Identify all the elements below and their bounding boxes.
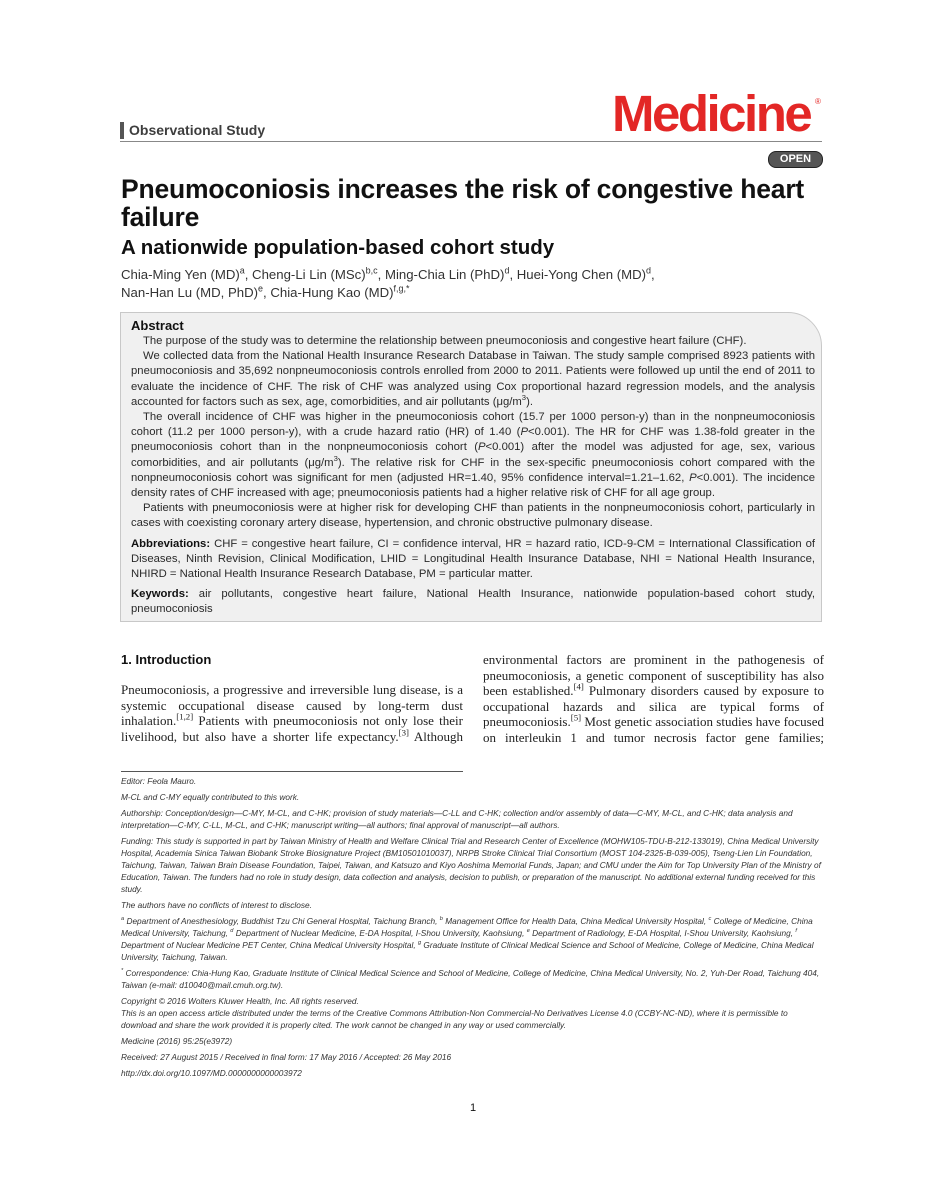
abstract-abbreviations (131, 537, 815, 583)
keywords-label: Keywords: (131, 588, 189, 601)
footnote-rule (121, 771, 463, 772)
footnote-authorship: Authorship: Conception/design—C-MY, M-CL, and C-HK; provision of study materials—C-LL and C-HK; collection and/or assembly of data—C-MY, M-CL, and C-HK; data analysis and interpretation—C-MY, C-LL, M-CL, and C-HK; manuscript writing—all authors; final approval of manuscript—all authors. (121, 808, 793, 830)
abstract-methods: We collected data from the National Health Insurance Research Database in Taiwan. The study sample comprised 8923 patients with pneumoconiosis and 35,692 nonpneumoconiosis controls enrolled from 2000 to 2011. Patients were followed up until the end of 2011 to evaluate the incidence of CHF. The risk of CHF was analyzed using Cox proportional hazard regression models, and the analysis accounted for factors such as sex, age, comorbidities, and air pollutants $(\mu g/m^3)$. (131, 350, 815, 408)
footnote-citation: Medicine (2016) 95:25(e3972) (121, 1036, 233, 1046)
footnote-copyright: Copyright © 2016 Wolters Kluwer Health, Inc. All rights reserved. (121, 996, 359, 1006)
footnote-conflicts: The authors have no conflicts of interest to disclose. (121, 900, 312, 910)
page-number: 1 (470, 1102, 477, 1114)
intro-right-column: environmental factors are prominent in the pathogenesis of pneumoconiosis, a genetic component of susceptibility has also been established.[4] Pulmonary disorders caused by exposure to occupational hazards and silica are typical forms of pneumoconiosis.[5] Most genetic association studies have focused on interleukin 1 and tumor necrosis factor gene families; (483, 652, 824, 745)
footnote-editor: Editor: Feola Mauro. (121, 776, 197, 786)
abbreviations-text: CHF = congestive heart failure, CI = confidence interval, HR = hazard ratio, ICD-9-CM = International Classification of Diseases, Ninth Revision, Clinical Modification, LHID = Longitudinal Health Insurance Database, NHI = National Health Insurance, NHIRD = National Health Insurance Research Database, PM = particular matter. (131, 537, 816, 581)
footnote-dates: Received: 27 August 2015 / Received in final form: 17 May 2016 / Accepted: 26 May 2016 (121, 1052, 452, 1062)
footnotes (121, 775, 823, 1083)
abstract-keywords (131, 587, 815, 617)
abstract-heading: Abstract (131, 318, 184, 333)
footnote-funding: Funding: This study is supported in part by Taiwan Ministry of Health and Welfare Clinical Trial and Research Center of Excellence (MOHW105-TDU-B-212-133019), China Medical University Hospital, Academia Sinica Taiwan Biobank Stroke Biosignature Project (BM10501010037), NRPB Stroke Clinical Trial Consortium (MOST 104-2325-B-039-005), Tseng-Lien Lin Foundation, Taichung, Taiwan, Taiwan Brain Disease Foundation, Taipei, Taiwan, and Katsuzo and Kiyo Aoshima Memorial Funds, Japan; and CMU under the Aim for Top University Plan of the Ministry of Education, Taiwan. The funders had no role in study design, data collection and analysis, decision to publish, or preparation of the manuscript. No additional external funding received for this study. (121, 836, 821, 894)
author-list: Chia-Ming Yen (MD)$^a$, Cheng-Li Lin (MSc)$^{b,c}$, Ming-Chia Lin (PhD)$^d$, Huei-Yong Chen (MD)$^d$, Nan-Han Lu (MD, PhD)$^e$, Chia-Hung Kao (MD)$^{f,g,*}$ (121, 265, 655, 300)
footnote-correspondence: * Correspondence: Chia-Hung Kao, Graduate Institute of Clinical Medical Science and School of Medicine, College of Medicine, China Medical University, No. 2, Yuh-Der Road, Taichung 404, Taiwan (e-mail: d10040@mail.cmuh.org.tw). (121, 968, 820, 990)
section-label: Observational Study (120, 122, 265, 139)
intro-left-column: Pneumoconiosis, a progressive and irreversible lung disease, is a systemic occupational disease caused by long-term dust inhalation.[1,2] Patients with pneumoconiosis not only lose their livelihood, but also have a shorter life expectancy.[3] Although (121, 682, 463, 744)
abstract-results: The overall incidence of CHF was higher in the pneumoconiosis cohort (15.7 per 1000 person-y) than in the nonpneumoconiosis cohort (11.2 per 1000 person-y), with a crude hazard ratio (HR) of 1.40 (P<0.001). The HR for CHF was 1.38-fold greater in the pneumoconiosis cohort than in the nonpneumoconiosis cohort (P<0.001) after the model was adjusted for age, sex, various comorbidities, and air pollutants $(\mu g/m^3)$. The relative risk for CHF in the sex-specific pneumoconiosis cohort compared with the nonpneumoconiosis cohort was significant for men (adjusted HR=1.40, 95% confidence interval=1.21–1.62, P<0.001). The incidence density rates of CHF increased with age; pneumoconiosis patients had a higher relative risk of CHF for all age group. (131, 411, 815, 500)
registered-mark: ® (815, 97, 821, 106)
article-title: Pneumoconiosis increases the risk of congestive heart failure (121, 174, 805, 232)
abstract-purpose: The purpose of the study was to determine the relationship between pneumoconiosis and congestive heart failure (CHF). (143, 335, 747, 347)
abstract (131, 318, 815, 618)
abstract-conclusion: Patients with pneumoconiosis were at higher risk for developing CHF than patients in the nonpneumoconiosis cohort, particularly in cases with coexisting coronary artery disease, hypertension, and chronic obstructive pulmonary disease. (131, 502, 815, 530)
footnote-doi: http://dx.doi.org/10.1097/MD.0000000000003972 (121, 1068, 302, 1078)
footnote-equal-contribution: M-CL and C-MY equally contributed to this work. (121, 792, 300, 802)
abbreviations-label: Abbreviations: (131, 537, 211, 550)
open-access-badge: OPEN (768, 151, 823, 168)
footnote-affiliations: $^a$ Department of Anesthesiology, Buddhist Tzu Chi General Hospital, Taichung Branch, $^b$ Management Office for Health Data, China Medical University Hospital, $^c$ College of Medicine, China Medical University, Taichung, $^d$ Department of Nuclear Medicine, E-DA Hospital, I-Shou University, Kaohsiung, $^e$ Department of Radiology, E-DA Hospital, I-Shou University, Kaohsiung, $^f$ Department of Nuclear Medicine PET Center, China Medical University Hospital, $^g$ Graduate Institute of Clinical Medical Science and School of Medicine, College of Medicine, China Medical University, Taichung, Taiwan. (121, 916, 814, 962)
footnote-license: This is an open access article distributed under the terms of the Creative Commons Attribution-Non Commercial-No Derivatives License 4.0 (CCBY-NC-ND), where it is permissible to download and share the work provided it is properly cited. The work cannot be changed in any way or used commercially. (121, 1008, 788, 1030)
journal-logo: Medicine (612, 85, 811, 142)
article-subtitle: A nationwide population-based cohort study (121, 236, 555, 259)
keywords-text: air pollutants, congestive heart failure, National Health Insurance, nationwide population-based cohort study, pneumoconiosis (131, 588, 815, 616)
intro-heading: 1. Introduction (121, 652, 212, 667)
